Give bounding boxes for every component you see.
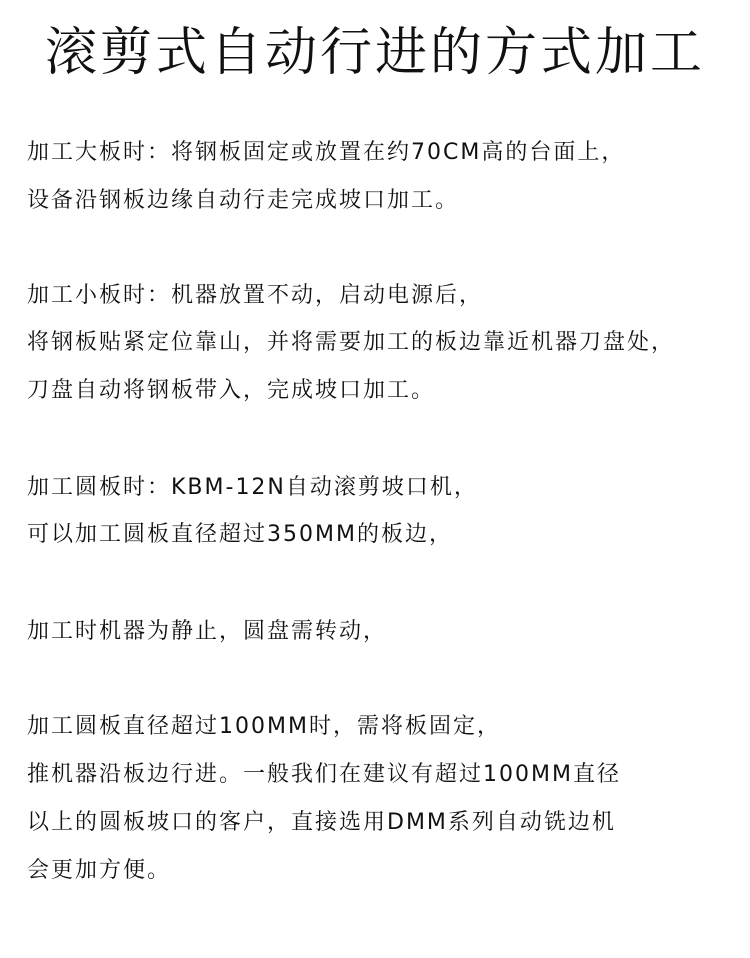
paragraph-line: 将钢板贴紧定位靠山，并将需要加工的板边靠近机器刀盘处， <box>27 330 676 355</box>
paragraph-line: 刀盘自动将钢板带入，完成坡口加工。 <box>27 378 436 403</box>
paragraph-line: 加工圆板时：KBM-12N自动滚剪坡口机， <box>27 475 478 500</box>
paragraph-line: 可以加工圆板直径超过350MM的板边， <box>27 522 453 547</box>
paragraph-line: 加工圆板直径超过100MM时，需将板固定， <box>27 714 501 739</box>
paragraph-line: 会更加方便。 <box>27 858 172 883</box>
paragraph-line: 加工时机器为静止，圆盘需转动， <box>27 619 388 644</box>
paragraph-line: 加工小板时：机器放置不动，启动电源后， <box>27 283 484 308</box>
paragraph-line: 以上的圆板坡口的客户，直接选用DMM系列自动铣边机 <box>27 810 616 835</box>
page-title: 滚剪式自动行进的方式加工 <box>44 23 705 83</box>
paragraph-line: 加工大板时：将钢板固定或放置在约70CM高的台面上， <box>27 140 626 165</box>
paragraph-line: 推机器沿板边行进。一般我们在建议有超过100MM直径 <box>27 762 621 787</box>
paragraph-line: 设备沿钢板边缘自动行走完成坡口加工。 <box>27 188 460 213</box>
